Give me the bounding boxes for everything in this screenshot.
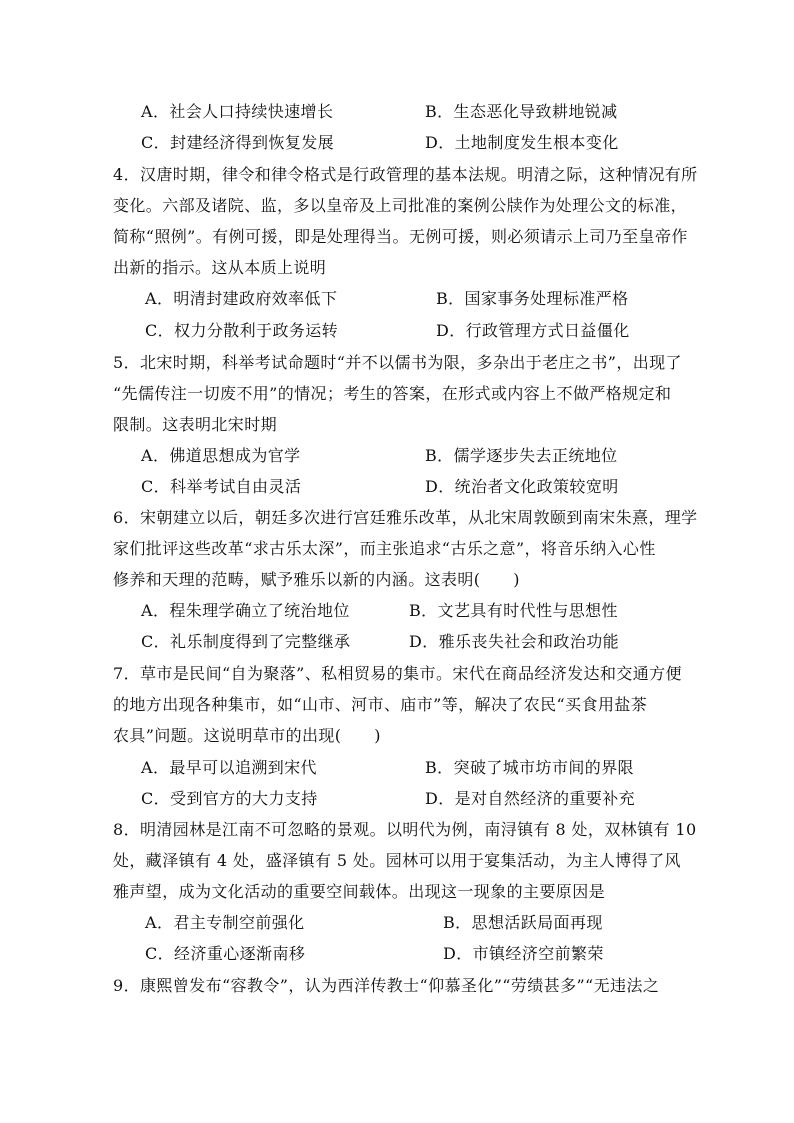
q8-stem-line-3: 雅声望，成为文化活动的重要空间载体。出现这一现象的主要原因是 bbox=[113, 882, 606, 901]
q6-option-c: C．礼乐制度得到了完整继承 bbox=[141, 632, 351, 651]
q6-stem-line-1: 6．宋朝建立以后，朝廷多次进行宫廷雅乐改革，从北宋周敦颐到南宋朱熹，理学 bbox=[113, 508, 698, 527]
q7-stem-line-1: 7．草市是民间“自为聚落”、私相贸易的集市。宋代在商品经济发达和交通方便 bbox=[113, 664, 682, 683]
q7-stem-line-2: 的地方出现各种集市，如“山市、河市、庙市”等，解决了农民“买食用盐茶 bbox=[113, 695, 648, 714]
q8-option-a: A．君主专制空前强化 bbox=[145, 913, 305, 932]
q4-option-c: C．权力分散利于政务运转 bbox=[145, 321, 339, 340]
q5-option-a: A．佛道思想成为官学 bbox=[141, 446, 301, 465]
q6-stem-line-2: 家们批评这些改革“求古乐太深”，而主张追求“古乐之意”，将音乐纳入心性 bbox=[113, 539, 656, 558]
q8-option-c: C．经济重心逐渐南移 bbox=[145, 944, 306, 963]
q7-option-c: C．受到官方的大力支持 bbox=[141, 789, 318, 808]
q3-option-c: C．封建经济得到恢复发展 bbox=[141, 133, 335, 152]
q4-stem-line-4: 出新的指示。这从本质上说明 bbox=[113, 258, 327, 277]
q8-option-d: D．市镇经济空前繁荣 bbox=[443, 944, 604, 963]
q5-stem-line-3: 限制。这表明北宋时期 bbox=[113, 415, 278, 434]
q6-stem-line-3: 修养和天理的范畴，赋予雅乐以新的内涵。这表明( ) bbox=[113, 570, 520, 589]
q4-stem-line-3: 简称“照例”。有例可援，即是处理得当。无例可援，则必须请示上司乃至皇帝作 bbox=[113, 227, 688, 246]
q5-option-d: D．统治者文化政策较宽明 bbox=[425, 477, 619, 496]
q4-option-b: B．国家事务处理标准严格 bbox=[436, 289, 629, 308]
q7-stem-line-3: 农具”问题。这说明草市的出现( ) bbox=[113, 726, 381, 745]
q6-option-d: D．雅乐丧失社会和政治功能 bbox=[409, 632, 620, 651]
q8-stem-line-1: 8．明清园林是江南不可忽略的景观。以明代为例，南浔镇有 8 处，双林镇有 10 bbox=[113, 820, 697, 839]
q4-option-a: A．明清封建政府效率低下 bbox=[145, 289, 338, 308]
q8-option-b: B．思想活跃局面再现 bbox=[443, 913, 603, 932]
q3-option-b: B．生态恶化导致耕地锐减 bbox=[425, 102, 618, 121]
q7-option-a: A．最早可以追溯到宋代 bbox=[141, 758, 317, 777]
q7-option-d: D．是对自然经济的重要补充 bbox=[425, 789, 636, 808]
q5-stem-line-1: 5．北宋时期，科举考试命题时“并不以儒书为限，多杂出于老庄之书”，出现了 bbox=[113, 353, 682, 372]
q9-stem-line-1: 9．康熙曾发布“容教令”，认为西洋传教士“仰慕圣化”“劳绩甚多”“无违法之 bbox=[113, 976, 660, 995]
q4-option-d: D．行政管理方式日益僵化 bbox=[436, 321, 630, 340]
q6-option-a: A．程朱理学确立了统治地位 bbox=[141, 601, 350, 620]
q6-option-b: B．文艺具有时代性与思想性 bbox=[409, 601, 618, 620]
q8-stem-line-2: 处，藏泽镇有 4 处，盛泽镇有 5 处。园林可以用于宴集活动，为主人博得了风 bbox=[113, 851, 681, 870]
q4-stem-line-2: 变化。六部及诸院、监，多以皇帝及上司批准的案例公牍作为处理公文的标准， bbox=[113, 196, 688, 215]
q4-stem-line-1: 4．汉唐时期，律令和律令格式是行政管理的基本法规。明清之际，这种情况有所 bbox=[113, 165, 698, 184]
q5-stem-line-2: “先儒传注一切废不用”的情况；考生的答案，在形式或内容上不做严格规定和 bbox=[113, 384, 672, 403]
q7-option-b: B．突破了城市坊市间的界限 bbox=[425, 758, 634, 777]
q5-option-c: C．科举考试自由灵活 bbox=[141, 477, 302, 496]
q5-option-b: B．儒学逐步失去正统地位 bbox=[425, 446, 618, 465]
q3-option-d: D．土地制度发生根本变化 bbox=[425, 133, 619, 152]
q3-option-a: A．社会人口持续快速增长 bbox=[141, 102, 334, 121]
